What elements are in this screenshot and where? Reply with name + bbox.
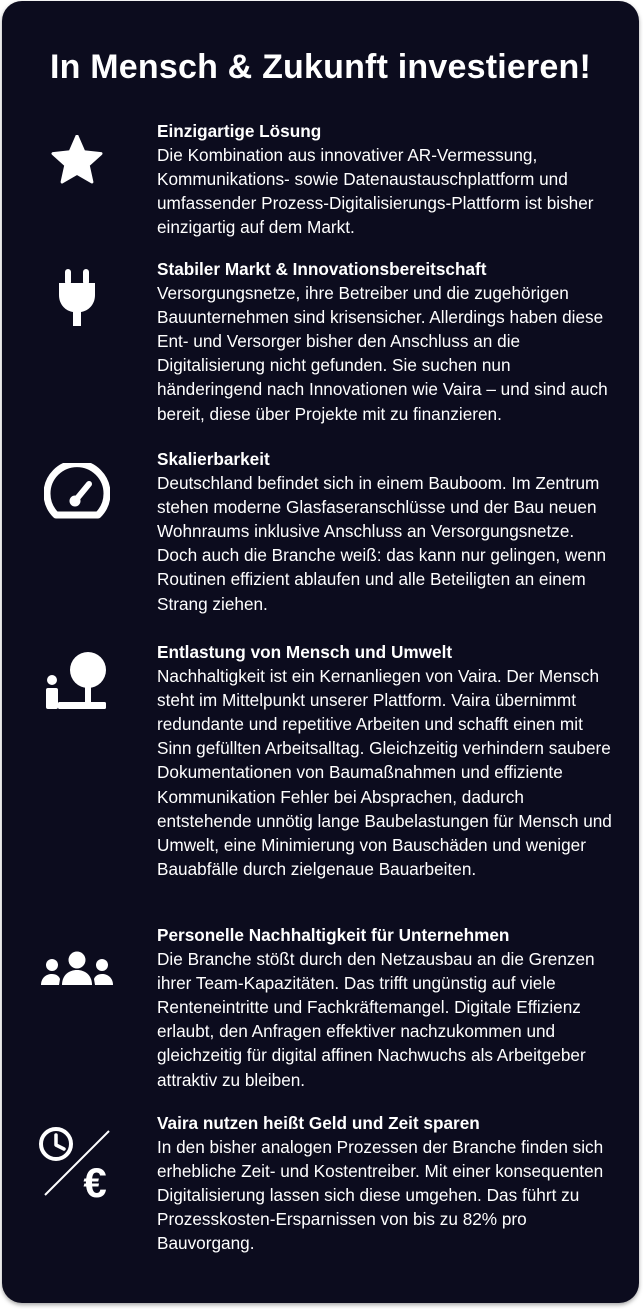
section-heading: Skalierbarkeit bbox=[157, 449, 270, 469]
section-body: Nachhaltigkeit ist ein Kernanliegen von Vaira. Der Mensch steht im Mittelpunkt unserer Plattform. Vaira übernimmt redundante und repetitive Arbeiten und schafft einen mit Sinn gefüllten Arbeitsalltag. Gleichzeitig verhindern saubere Dokumentationen von Baumaßnahmen und effiziente Kommunikation Fehler bei Absprachen, dadurch entstehende unnötig lange Baubelastungen für Mensch und Umwelt, eine Minimierung von Bauschäden und weniger Bauabfälle durch zielgenaue Bauarbeiten. bbox=[157, 666, 612, 879]
speedometer-icon bbox=[36, 463, 118, 519]
svg-text:€: € bbox=[83, 1159, 107, 1201]
info-card bbox=[2, 1, 639, 1303]
section-heading: Einzigartige Lösung bbox=[157, 121, 322, 141]
section-heading: Vaira nutzen heißt Geld und Zeit sparen bbox=[157, 1113, 480, 1133]
section-body: Die Kombination aus innovativer AR-Vermessung, Kommunikations- sowie Datenaustauschplattform und umfassender Prozess-Digitalisierungs-Plattform ist bisher einzigartig auf dem Markt. bbox=[157, 145, 594, 238]
section-heading: Personelle Nachhaltigkeit für Unternehmen bbox=[157, 925, 510, 945]
section-body: Deutschland befindet sich in einem Bauboom. Im Zentrum stehen moderne Glasfaseranschlüsse und der Bau neuen Wohnraums inklusive Anschluss an Versorgungsnetze. Doch auch die Branche weiß: das kann nur gelingen, wenn Routinen effizient ablaufen und alle Beteiligten an einem Strang ziehen. bbox=[157, 473, 607, 614]
section-heading: Stabiler Markt & Innovationsbereitschaft bbox=[157, 259, 487, 279]
star-icon bbox=[36, 135, 118, 187]
person-tree-icon bbox=[36, 650, 118, 712]
time-money-icon bbox=[36, 1125, 118, 1201]
team-icon bbox=[36, 951, 118, 987]
section-heading: Entlastung von Mensch und Umwelt bbox=[157, 642, 453, 662]
section-body: Versorgungsnetze, ihre Betreiber und die zugehörigen Bauunternehmen sind krisensicher. Allerdings haben diese Ent- und Versorger bisher den Anschluss an die Digitalisierung nicht gefunden. Sie suchen nun händeringend nach Innovationen wie Vaira – und sind auch bereit, diese über Projekte mit zu finanzieren. bbox=[157, 283, 608, 424]
section-body: In den bisher analogen Prozessen der Branche finden sich erhebliche Zeit- und Kostentreiber. Mit einer konsequenten Digitalisierung lassen sich diese umgehen. Das führt zu Prozesskosten-Ersparnissen von bis zu 82% pro Bauvorgang. bbox=[157, 1137, 604, 1254]
section-body: Die Branche stößt durch den Netzausbau an die Grenzen ihrer Team-Kapazitäten. Das trifft ungünstig auf viele Renteneintritte und Fachkräftemangel. Digitale Effizienz erlaubt, den Anfragen effektiver nachzukommen und gleichzeitig für digital affinen Nachwuchs als Arbeitgeber attraktiv zu bleiben. bbox=[157, 949, 595, 1090]
plug-icon bbox=[36, 269, 118, 327]
page-title: In Mensch & Zukunft investieren! bbox=[49, 48, 592, 86]
